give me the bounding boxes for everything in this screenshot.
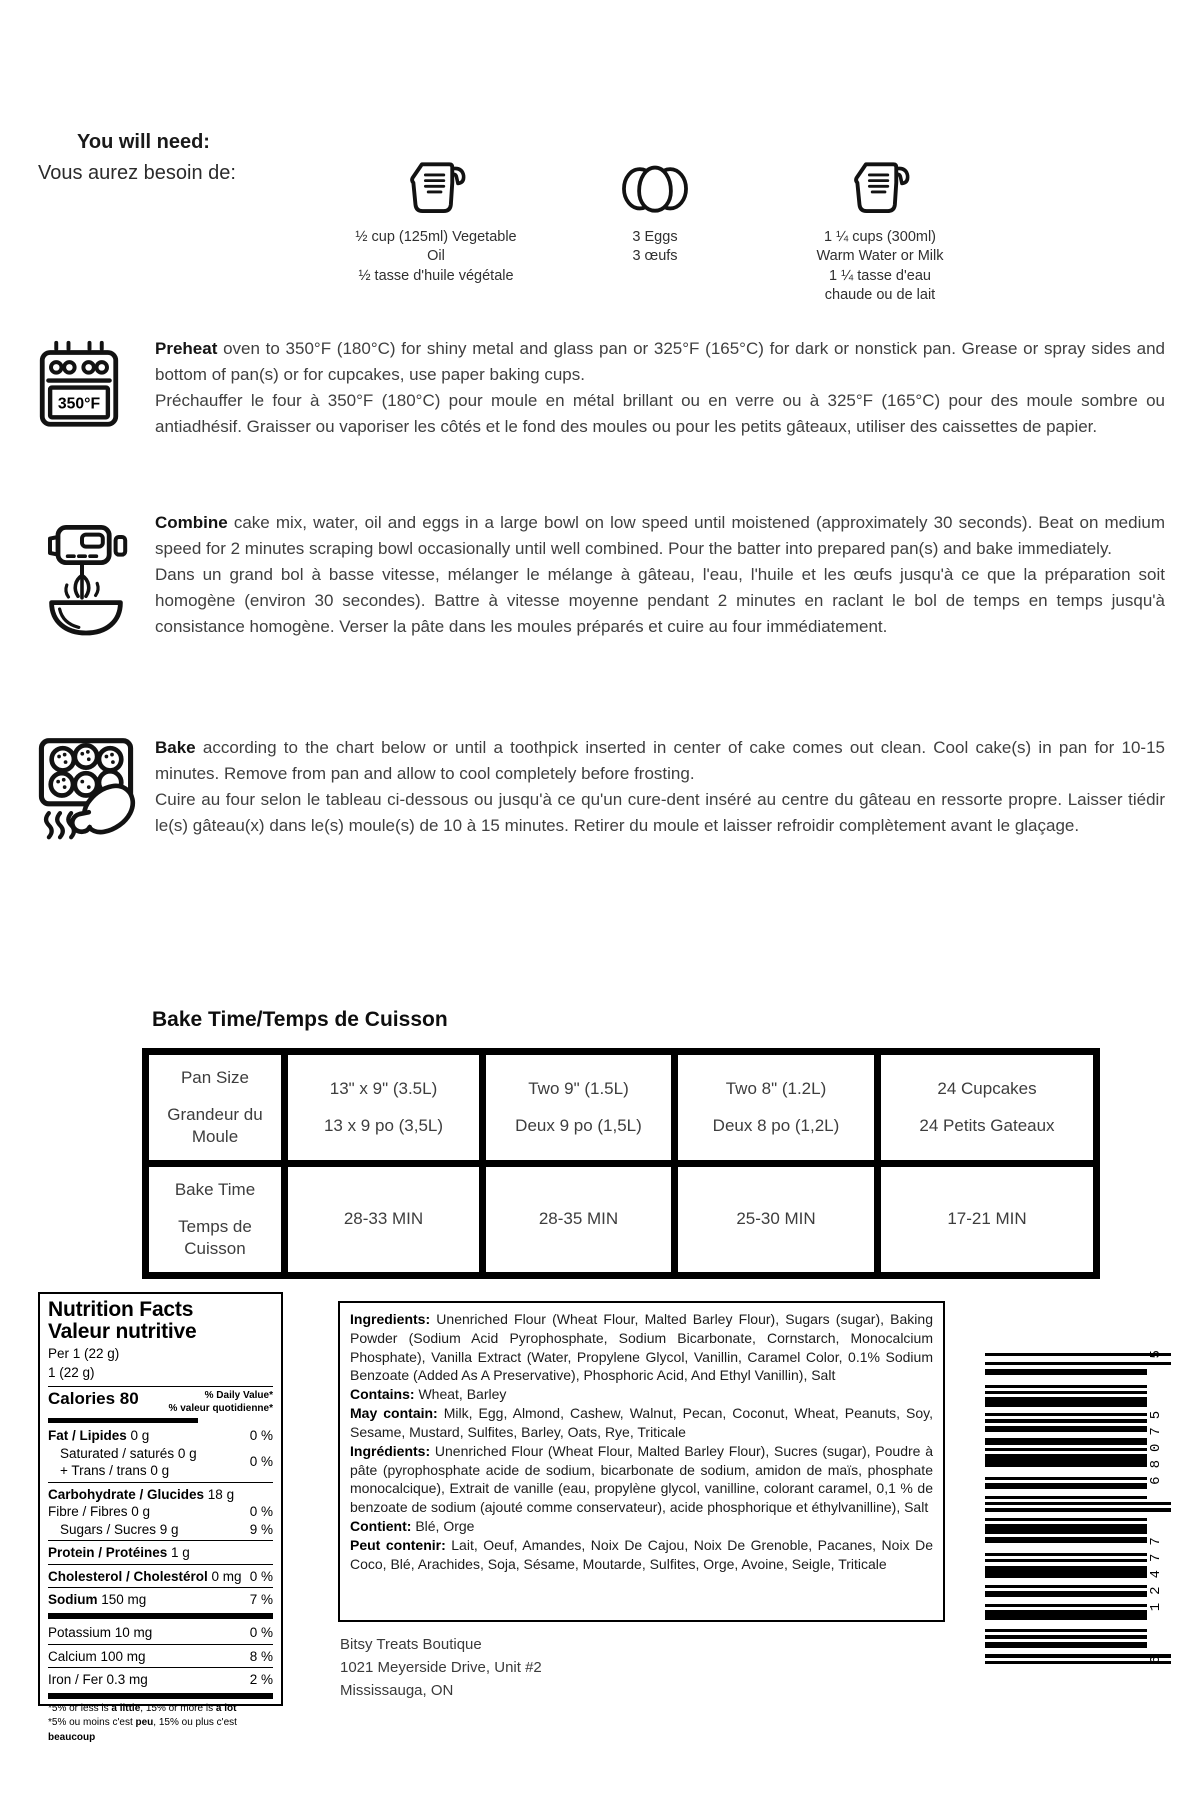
barcode-bar bbox=[985, 1642, 1147, 1648]
saturated-trans-row bbox=[48, 1445, 273, 1482]
need-oil-label-1: ½ cup (125ml) Vegetable bbox=[355, 229, 517, 245]
sodium-percent: 7 % bbox=[249, 1592, 273, 1608]
need-water-label-2: Warm Water or Milk bbox=[816, 248, 944, 265]
barcode-bar bbox=[985, 1397, 1147, 1407]
table-cell-time-cupcakes: 17-21 MIN bbox=[881, 1167, 1093, 1272]
hand-mixer-icon bbox=[42, 516, 130, 638]
step-preheat-en: Preheat oven to 350°F (180°C) for shiny metal and glass pan or 325°F (165°C) for dark or nonstick pan. Grease or spray sides and bottom of pan(s) or for cupcakes, use paper baking cups. bbox=[155, 339, 1165, 384]
calcium-percent: 8 % bbox=[249, 1648, 273, 1664]
iron-percent: 2 % bbox=[249, 1672, 273, 1688]
bake-time-table bbox=[142, 1048, 1100, 1279]
barcode-bar bbox=[985, 1439, 1147, 1445]
sugars-row: Sugars / Sucres 9 g 9 % bbox=[60, 1521, 273, 1537]
step-bake-keyword: Bake bbox=[155, 738, 196, 757]
barcode-bar bbox=[985, 1353, 1171, 1356]
table-cell-time-two-8: 25-30 MIN bbox=[678, 1167, 874, 1272]
you-will-need-subtitle: Vous aurez besoin de: bbox=[38, 162, 236, 184]
barcode-bar bbox=[985, 1604, 1147, 1607]
step-preheat-fr: Préchauffer le four à 350°F (180°C) pour moule en métal brillant ou en verre ou à 325°F (165°C) pour des moule sombre ou antiadhésif. Graisser ou vaporiser les côtés et le fond des moules ou pour les petits gâteaux, utiliser des caissettes de papier. bbox=[155, 391, 1165, 436]
contains-en: Contains: Wheat, Barley bbox=[350, 1386, 507, 1403]
daily-value-heading-fr: % valeur quotidienne* bbox=[168, 1403, 273, 1415]
barcode-bar bbox=[985, 1419, 1147, 1422]
barcode-bar bbox=[985, 1591, 1147, 1597]
saturated-trans-percent: 0 % bbox=[249, 1454, 273, 1470]
daily-value-footnote: *5% or less is a little, 15% or more is a lot *5% ou moins c'est peu, 15% ou plus c'est beaucoup bbox=[48, 1702, 237, 1743]
barcode-digit-first: 6 bbox=[1148, 1655, 1164, 1664]
barcode-bar bbox=[985, 1559, 1147, 1562]
table-header-13x9: 13" x 9" (3.5L) 13 x 9 po (3,5L) bbox=[288, 1055, 479, 1160]
barcode-bar bbox=[985, 1496, 1147, 1499]
barcode-bar bbox=[985, 1518, 1147, 1521]
ingredients-box bbox=[338, 1301, 945, 1622]
divider bbox=[48, 1386, 273, 1387]
barcode-bar bbox=[985, 1448, 1147, 1451]
barcode-bar bbox=[985, 1629, 1147, 1632]
fibre-percent: 0 % bbox=[249, 1504, 273, 1520]
step-bake-fr: Cuire au four selon le tableau ci-dessous ou jusqu'à ce qu'un cure-dent inséré au centre du gâteau en ressorte propre. Laisser tiédir le(s) gâteau(x) dans le(s) moule(s) de 10 à 15 minutes. Retirer du moule et laisser refroidir complètement avant le glaçage. bbox=[155, 790, 1165, 835]
thick-divider bbox=[48, 1613, 273, 1619]
barcode-bar bbox=[985, 1553, 1147, 1556]
barcode bbox=[985, 1350, 1181, 1664]
measuring-cup-icon bbox=[404, 154, 468, 216]
you-will-need-title: You will need: bbox=[77, 131, 210, 153]
table-cell-time-two-9: 28-35 MIN bbox=[486, 1167, 671, 1272]
barcode-bar bbox=[985, 1537, 1147, 1543]
need-oil-label-2: Oil bbox=[427, 248, 445, 265]
barcode-bar bbox=[985, 1477, 1147, 1480]
need-water-label-3: 1 ¼ tasse d'eau bbox=[829, 267, 931, 284]
potassium-row: Potassium 10 mg 0 % bbox=[48, 1624, 273, 1640]
step-combine-en: Combine cake mix, water, oil and eggs in a large bowl on low speed until moistened (approximately 30 seconds). Beat on medium speed for 2 minutes scraping bowl occasionally until well combined. Pour the batter into prepared pan(s) and bake immediately. bbox=[155, 513, 1165, 558]
cholesterol-percent: 0 % bbox=[249, 1568, 273, 1584]
oven-icon bbox=[37, 340, 121, 428]
barcode-bar bbox=[985, 1413, 1147, 1416]
table-cell-time-13x9: 28-33 MIN bbox=[288, 1167, 479, 1272]
ingredients-fr: Ingrédients: Unenriched Flour (Wheat Flour, Malted Barley Flour), Sucres (sugar), Poudre à pâte (pyrophosphate acide de sodium, bicarbonate de sodium, amidon de maïs, phosphate monocalcique), Extrait de vanille (eau, propylène glycol, vanilline, colorant caramel, 0,1 % de benzoate de sodium (ajouté comme conservateur), acide phosphorique et éthylvanilline), Salt bbox=[350, 1442, 933, 1516]
barcode-digit-last: 5 bbox=[1148, 1350, 1164, 1359]
potassium-percent: 0 % bbox=[249, 1624, 273, 1640]
barcode-bar bbox=[985, 1502, 1171, 1505]
need-eggs-label-2: 3 œufs bbox=[632, 248, 678, 265]
step-bake-text bbox=[155, 735, 1165, 839]
step-bake-en: Bake according to the chart below or until a toothpick inserted in center of cake comes out clean. Cool cake(s) in pan for 10-15 minutes. Remove from pan and allow to cool completely before frosting. bbox=[155, 738, 1165, 783]
iron-row: Iron / Fer 0.3 mg 2 % bbox=[48, 1672, 273, 1688]
table-header-pan-size: Pan Size Grandeur du Moule bbox=[149, 1055, 281, 1160]
may-contain-en: May contain: Milk, Egg, Almond, Cashew, Walnut, Pecan, Coconut, Wheat, Peanuts, Soy, Sesame, Mustard, Sulfites, Barley, Oats, Rye, Triticale bbox=[350, 1405, 933, 1440]
manufacturer-address bbox=[340, 1634, 542, 1703]
address-line-2: 1021 Meyerside Drive, Unit #2 bbox=[340, 1658, 542, 1676]
step-preheat-keyword: Preheat bbox=[155, 339, 218, 358]
may-contain-fr: Peut contenir: Lait, Oeuf, Amandes, Noix De Cajou, Noix De Grenoble, Pacanes, Noix De Coco, Blé, Arachides, Soja, Sésame, Moutarde, Sulfites, Orge, Avoine, Seigle, Triticale bbox=[350, 1536, 933, 1572]
need-item-eggs bbox=[565, 154, 745, 267]
need-item-oil bbox=[346, 154, 526, 286]
barcode-bar bbox=[985, 1426, 1147, 1432]
need-oil-label-3: ½ tasse d'huile végétale bbox=[358, 267, 514, 284]
nutrition-title-fr: Valeur nutritive bbox=[48, 1319, 197, 1343]
cholesterol-row: Cholesterol / Cholestérol 0 mg 0 % bbox=[48, 1568, 273, 1584]
barcode-bar bbox=[985, 1483, 1147, 1489]
barcode-bar bbox=[985, 1635, 1147, 1638]
baking-tray-icon bbox=[34, 735, 138, 843]
ingredients-en: Ingredients: Unenriched Flour (Wheat Flour, Malted Barley Flour), Sugars (sugar), Baking Powder (Sodium Acid Pyrophosphate, Sodium Bicarbonate, Cornstarch, Monocalcium Phosphate), Vanilla Extract (Water, Propylene Glycol, Vanillin, Caramel Color, 0.1% Sodium Benzoate (Added As A Preservative), Phosphoric Acid, And Ethyl Vanillin), Salt bbox=[350, 1311, 933, 1384]
need-item-water bbox=[790, 154, 970, 305]
eggs-icon bbox=[617, 154, 693, 216]
barcode-digits bbox=[1148, 1350, 1164, 1664]
serving-size-en: Per 1 (22 g) bbox=[48, 1346, 120, 1362]
address-line-3: Mississauga, ON bbox=[340, 1681, 454, 1699]
thick-divider bbox=[48, 1693, 273, 1699]
step-combine-text bbox=[155, 510, 1165, 640]
barcode-bar bbox=[985, 1454, 1147, 1467]
barcode-bar bbox=[985, 1369, 1147, 1375]
barcode-bars bbox=[985, 1350, 1171, 1664]
step-preheat-text bbox=[155, 336, 1165, 440]
protein-row: Protein / Protéines 1 g bbox=[48, 1545, 190, 1561]
calcium-row: Calcium 100 mg 8 % bbox=[48, 1648, 273, 1664]
serving-size-fr: 1 (22 g) bbox=[48, 1365, 95, 1381]
sugars-percent: 9 % bbox=[249, 1521, 273, 1537]
barcode-bar bbox=[985, 1524, 1147, 1534]
barcode-bar bbox=[985, 1391, 1147, 1394]
barcode-bar bbox=[985, 1385, 1147, 1388]
calories-underline-bar bbox=[48, 1418, 198, 1423]
fibre-row: Fibre / Fibres 0 g 0 % bbox=[48, 1504, 273, 1520]
contains-fr: Contient: Blé, Orge bbox=[350, 1518, 475, 1535]
need-water-label-1: 1 ¼ cups (300ml) bbox=[823, 229, 937, 245]
barcode-bar bbox=[985, 1661, 1171, 1664]
nutrition-facts-panel bbox=[38, 1292, 283, 1743]
nutrition-title-en: Nutrition Facts bbox=[48, 1298, 194, 1321]
fat-row: Fat / Lipides 0 g 0 % bbox=[48, 1428, 273, 1444]
address-line-1: Bitsy Treats Boutique bbox=[340, 1636, 482, 1653]
barcode-digits-right: 68075 bbox=[1148, 1402, 1164, 1485]
measuring-cup-icon bbox=[848, 154, 912, 216]
fat-percent: 0 % bbox=[249, 1428, 273, 1444]
daily-value-heading-en: % Daily Value* bbox=[204, 1390, 273, 1402]
bake-time-heading: Bake Time/Temps de Cuisson bbox=[152, 1008, 448, 1031]
saturated-fat: Saturated / saturés 0 g bbox=[60, 1445, 197, 1461]
step-combine-keyword: Combine bbox=[155, 513, 228, 532]
table-row-bake-time-label: Bake Time Temps de Cuisson bbox=[149, 1167, 281, 1272]
barcode-digits-left: 12477 bbox=[1148, 1529, 1164, 1612]
need-eggs-label-1: 3 Eggs bbox=[632, 229, 678, 245]
table-header-two-9: Two 9" (1.5L) Deux 9 po (1,5L) bbox=[486, 1055, 671, 1160]
oven-temp-label: 350°F bbox=[57, 395, 101, 413]
step-combine-fr: Dans un grand bol à basse vitesse, mélanger le mélange à gâteau, l'eau, l'huile et les œufs jusqu'à ce que la préparation soit homogène (environ 30 secondes). Battre à vitesse moyenne pendant 2 minutes en raclant le bol de temps en temps jusqu'à consistance homogène. Verser la pâte dans les moules préparés et cuire au four immédiatement. bbox=[155, 565, 1165, 636]
barcode-bar bbox=[985, 1566, 1147, 1579]
barcode-bar bbox=[985, 1585, 1147, 1588]
barcode-bar bbox=[985, 1654, 1171, 1657]
table-header-cupcakes: 24 Cupcakes 24 Petits Gateaux bbox=[881, 1055, 1093, 1160]
barcode-bar bbox=[985, 1508, 1171, 1511]
carbohydrate-row: Carbohydrate / Glucides 18 g bbox=[48, 1486, 235, 1502]
trans-fat: + Trans / trans 0 g bbox=[60, 1463, 170, 1479]
sodium-row: Sodium 150 mg 7 % bbox=[48, 1592, 273, 1608]
table-header-two-8: Two 8" (1.2L) Deux 8 po (1,2L) bbox=[678, 1055, 874, 1160]
barcode-bar bbox=[985, 1610, 1147, 1620]
calories-value: Calories 80 bbox=[48, 1389, 139, 1409]
need-water-label-4: chaude ou de lait bbox=[824, 286, 936, 303]
barcode-bar bbox=[985, 1362, 1171, 1365]
